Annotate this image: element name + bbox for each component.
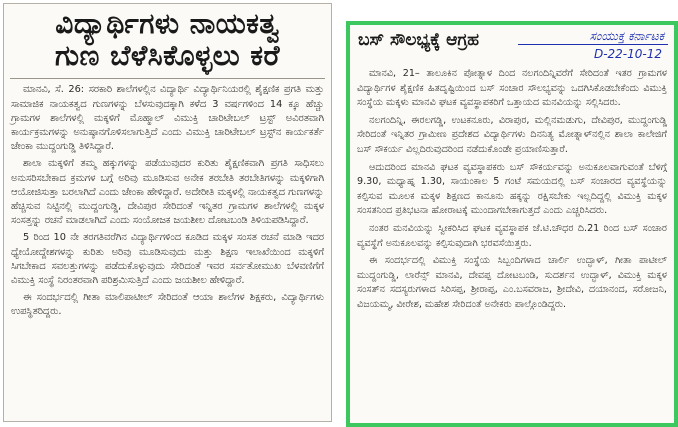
right-paragraph: ಆದುದರಿಂದ ಮಾನವಿ ಘಟಕ ವ್ಯವಸ್ಥಾಪಕರು ಬಸ್ ಸೌಕರ್ಯವನ್ನು ಅನುಕೂಲವಾಗುವಂತೆ ಬೆಳಿಗ್ಗೆ 9.30, ಮಧ್ಯಾಹ್ನ 1.30, ಸಾಯಂಕಾಲ 5 ಗಂಟೆ ಸಮಯದಲ್ಲಿ ಬಸ್ ಸಂಚಾರದ ವ್ಯವಸ್ಥೆಯನ್ನು ಕಲ್ಪಿಸುವ ಮೂಲಕ ಮಕ್ಕಳ ಶಿಕ್ಷಣದ ಕಾನೂನು ಹಕ್ಕನ್ನು ರಕ್ಷಿಸಬೇಕು ಇಲ್ಲದಿದ್ದಲ್ಲಿ ವಿಮುಕ್ತಿ ಮಕ್ಕಳ ಸಂಸತನಿಂದ ಪ್ರತಿಭಟನಾ ಹೋರಾಟಕ್ಕೆ ಮುಂದಾಗಬೇಕಾಗುತ್ತದೆ ಎಂದು ಎಚ್ಚರಿಸಿದರು. (357, 161, 667, 217)
left-paragraph: ಶಾಲಾ ಮಕ್ಕಳಿಗೆ ತಮ್ಮ ಹಕ್ಕುಗಳನ್ನು ಪಡೆಯುವುದರ ಕುರಿತು ಶೈಕ್ಷಣಿಕವಾಗಿ ಪ್ರಗತಿ ಸಾಧಿಸಲು ಅನುಸರಿಸಬೇಕಾದ ಕ್ರಮಗಳ ಬಗ್ಗೆ ಅರಿವು ಮೂಡಿಸುವ ಅನೇಕ ತರಬೇತಿ ತರಬೇತಿಗಳನ್ನು ಮಕ್ಕಳಿಗಾಗಿ ಆಯೋಜಿಸುತ್ತಾ ಬರಲಾಗಿದೆ ಎಂದು ಜೇಂಕಾ ಹೇಳಿದ್ದಾರೆ. ಅದೇರೀತಿ ಮಕ್ಕಳಲ್ಲಿ ನಾಯಕತ್ವದ ಗುಣಗಳನ್ನು ಹೆಚ್ಚಿಸುವ ನಿಟ್ಟಿನಲ್ಲಿ ಮುದ್ದಂಗುಡ್ಡಿ, ದೇವಿಪುರ ಸೇರಿದಂತೆ ಇನ್ನಿತರ ಗ್ರಾಮಗಳ ಶಾಲೆಗಳಲ್ಲಿ ಮಕ್ಕಳ ಸಂಸತ್ತನ್ನು ರಚನೆ ಮಾಡಲಾಗಿದೆ ಎಂದು ಸಂಯೋಜಕ ಜಯಶೀಲ ದೋಟಬಂಡಿ ತಿಳಿಯಪಡಿಸಿದ್ದಾರೆ. (11, 158, 324, 227)
right-header (350, 25, 674, 67)
left-divider (10, 78, 325, 79)
right-headline: ಬಸ್ ಸೌಲಭ್ಯಕ್ಕೆ ಆಗ್ರಹ (358, 30, 480, 50)
right-clipping (346, 21, 678, 427)
left-paragraph: ಈ ಸಂದರ್ಭದಲ್ಲಿ ಗೀತಾ ಮಾಲಿಪಾಟೀಲ್ ಸೇರಿದಂತೆ ಆಯಾ ಶಾಲೆಗಳ ಶಿಕ್ಷಕರು, ವಿದ್ಯಾರ್ಥಿಗಳು ಉಪಸ್ಥಿತರಿದ್ದರು. (11, 292, 324, 318)
newspaper-stamp-name: ಸಂಯುಕ್ತ ಕರ್ನಾಟಕ (589, 29, 664, 43)
right-paragraph: ನಂತರ ಮನವಿಯನ್ನು ಸ್ವೀಕರಿಸಿದ ಘಟಕ ವ್ಯವಸ್ಥಾಪಕ ಜೆ.ಟಿ.ಚೌಧರ ದಿ.21 ರಿಂದ ಬಸ್ ಸಂಚಾರ ವ್ಯವಸ್ಥೆಗೆ ಅನುಕೂಲವನ್ನು ಕಲ್ಪಿಸುವುದಾಗಿ ಭರವಸೆಯಿತ್ತರು. (357, 222, 667, 249)
left-paragraph: 5 ರಿಂದ 10 ನೇ ತರಗತಿವರೆಗಿನ ವಿದ್ಯಾರ್ಥಿಗಳಿಂದ ಕೂಡಿದ ಮಕ್ಕಳ ಸಂಸತ ರಚನೆ ಮಾಡಿ ಇದರ ಧ್ಯೇಯೋದ್ದೇಶಗಳನ್ನು ಕುರಿತು ಅರಿವು ಮೂಡಿಸುವುದು ಮತ್ತು ಶಿಕ್ಷಣ ಇಲಾಖೆಯಿಂದ ಮಕ್ಕಳಿಗೆ ಸಿಗಬೇಕಾದ ಸವಲತ್ತುಗಳನ್ನು ಪಡೆದುಕೊಳ್ಳುವುದು ಸೇರಿದಂತೆ ಇವರ ಸರ್ವತೋಮುಖ ಬೆಳವಣಿಗೆಗೆ ವಿಮುಕ್ತಿ ಸಂಸ್ಥೆ ನಿರಂತರವಾಗಿ ಪರಿಶ್ರಮಿಸುತ್ತಿದೆ ಎಂದು ಜಯಶೀಲ ಹೇಳಿದ್ದಾರೆ. (11, 232, 324, 287)
left-headline (4, 4, 331, 74)
left-clipping (3, 3, 332, 422)
stamp-underline (518, 44, 668, 45)
left-headline-line1: ವಿದ್ಯಾರ್ಥಿಗಳು ನಾಯಕತ್ವ (55, 7, 280, 40)
left-headline-line2: ಗುಣ ಬೆಳೆಸಿಕೊಳ್ಳಲು ಕರೆ (55, 39, 280, 73)
newspaper-stamp-date: D-22-10-12 (593, 47, 662, 61)
left-paragraph: ಮಾನವಿ, ಸೆ. 26: ಸರಕಾರಿ ಶಾಲೆಗಳಲ್ಲಿನ ವಿದ್ಯಾರ್ಥಿ ವಿದ್ಯಾರ್ಥಿನಿಯರಲ್ಲಿ ಶೈಕ್ಷಣಿಕ ಪ್ರಗತಿ ಮತ್ತು ಸಾಮಾಜಿಕ ನಾಯಕತ್ವದ ಗುಣಗಳನ್ನು ಬೆಳಸುವುದಕ್ಕಾಗಿ ಕಳೆದ 3 ವರ್ಷಗಳಿಂದ 14 ಕ್ಕೂ ಹೆಚ್ಚು ಗ್ರಾಮಗಳ ಶಾಲೆಗಳಲ್ಲಿ ಮಕ್ಕಳಿಗೆ ಮೊಹ್ಮಾಲ್ ವಿಮುಕ್ತಿ ಚಾರಿಟೇಬಲ್ ಟ್ರಸ್ಟ್ ಅವಿರತವಾಗಿ ಕಾರ್ಯಕ್ರಮಗಳನ್ನು ಅನುಷ್ಠಾನಗೊಳಿಸಲಾಗುತ್ತಿದೆ ಎಂದು ವಿಮುಕ್ತಿ ಚಾರಿಟೇಬಲ್ ಟ್ರಸ್ಟ್‌ನ ಕಾರ್ಯಕರ್ತೆ ಜೇಂಕಾ ಮುದ್ದಂಗುಡ್ಡಿ ತಿಳಿಸಿದ್ದಾರೆ. (11, 84, 324, 153)
right-paragraph: ಮಾನವಿ, 21– ತಾಲೂಕಿನ ಪೋತ್ನಾಳ ದಿಂದ ನಲಗಂದಿನ್ನಿವರೆಗೆ ಸೇರಿದಂತೆ ಇತರ ಗ್ರಾಮಗಳ ವಿದ್ಯಾರ್ಥಿಗಳ ಶೈಕ್ಷಣಿಕ ಹಿತದೃಷ್ಟಿಯಿಂದ ಬಸ್ ಸಂಚಾರ ಸೌಲಭ್ಯವನ್ನು ಒದಗಿಸಿಕೊಡಬೇಕೆಂದು ವಿಮುಕ್ತಿ ಸಂಸ್ಥೆಯ ಮಕ್ಕಳು ಮಾನವಿ ಘಟಕ ವ್ಯವಸ್ಥಾಪಕರಿಗೆ ಒತ್ತಾಯದ ಮನವಿಯನ್ನು ಸಲ್ಲಿಸಿದರು. (357, 68, 667, 109)
right-paragraph: ನಲಗಂದಿನ್ನಿ, ಈರಲಗಡ್ಡಿ, ಉಟಕನೂರು, ವಿರಾಪುರ, ಮಲ್ಲಿನಮಡುಗು, ದೇವಿಪುರ, ಮುದ್ದಂಗುಡ್ಡಿ ಸೇರಿದಂತೆ ಇನ್ನಿತರ ಗ್ರಾಮೀಣ ಪ್ರದೇಶದ ವಿದ್ಯಾರ್ಥಿಗಳು ದಿನನಿತ್ಯ ಮೋತ್ನಾಳ್‌ನಲ್ಲಿನ ಶಾಲಾ ಕಾಲೇಜಿಗೆ ಬಸ್ ಸೌಕರ್ಯ ವಿಲ್ಲದಿರುವುದರಿಂದ ನಡೆದುಕೊಂಡೇ ಪ್ರಯಾಣಿಸುತ್ತಾರೆ. (357, 114, 667, 155)
right-article-body (350, 67, 674, 313)
left-article-body (4, 83, 331, 319)
right-paragraph: ಈ ಸಂದರ್ಭದಲ್ಲಿ ವಿಮುಕ್ತಿ ಸಂಸ್ಥೆಯ ಸಿಬ್ಬಂದಿಗಳಾದ ಚಾರ್ಲಿ ಉದ್ಭಾಳ್, ಗೀತಾ ಪಾಟೀಲ್ ಮುದ್ದಂಗುಡ್ಡಿ, ಲಾರೆನ್ಸ್ ಮಾನವಿ, ದೇವಪ್ಪ ದೋಟಬಂಡಿ, ಸುದರ್ಶನ ಉದ್ಭಾಳ್, ವಿಮುಕ್ತಿ ಮಕ್ಕಳ ಸಂಸತ್‌ನ ಸದಸ್ಯರುಗಳಾದ ಸಿರಿಸಪ್ಪ, ಶ್ರೀರಾಪ್ಪ, ಎಂ.ಬಸವರಾಜ, ಶ್ರೀದೇವಿ, ದಯಾನಂದ, ಸರೋಜನಿ, ವಿಜಯಮ್ಮ, ವೀರೇಶ, ಮಹೇಶ ಸೇರಿದಂತೆ ಅನೇಕರು ಪಾಲ್ಗೊಂಡಿದ್ದರು. (357, 255, 667, 310)
